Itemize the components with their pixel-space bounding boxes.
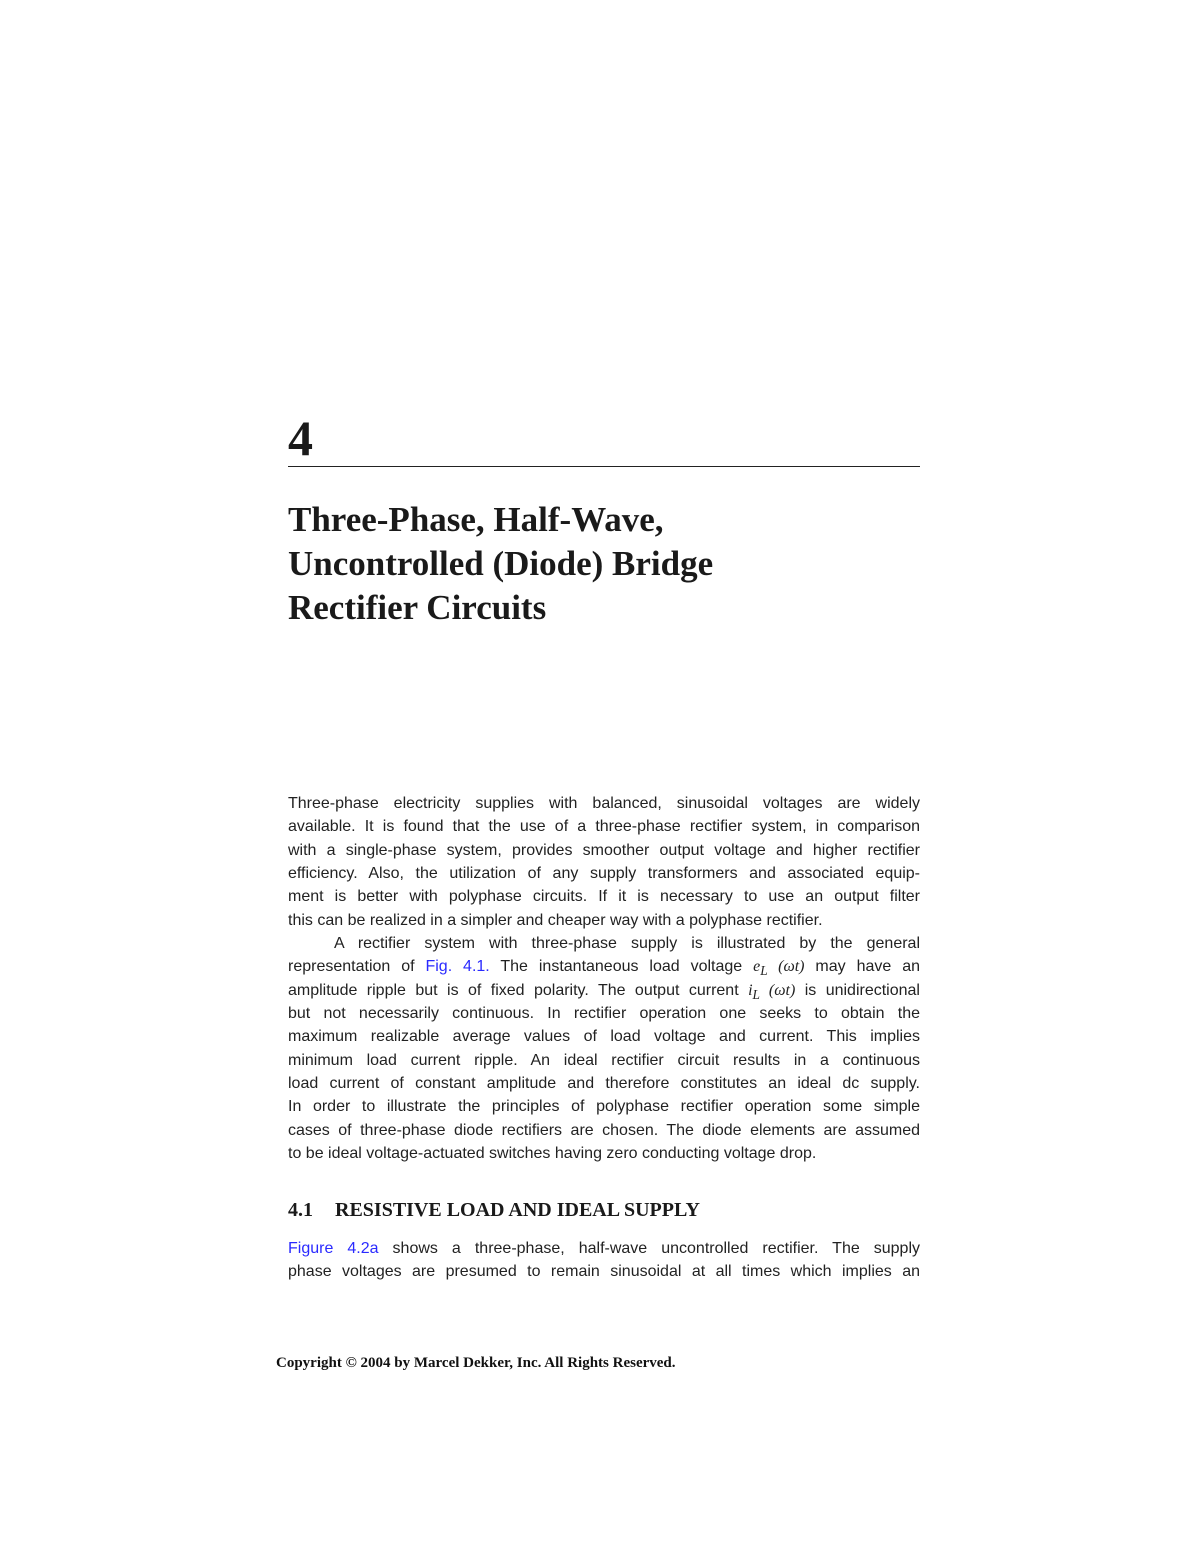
rectifier-paragraph [288, 932, 920, 1165]
text-line: this can be realized in a simpler and cheaper way with a polyphase rectifier. [288, 911, 823, 929]
text-fragment: The instantaneous load voltage [489, 958, 754, 976]
section-title: RESISTIVE LOAD AND IDEAL SUPPLY [335, 1199, 700, 1221]
section-number: 4.1 [288, 1199, 313, 1221]
text-fragment: is unidirectional [795, 981, 920, 999]
section-heading [288, 1196, 700, 1224]
chapter-title-line: Rectifier Circuits [288, 588, 547, 627]
text-line [288, 1237, 920, 1260]
copyright-footer: Copyright © 2004 by Marcel Dekker, Inc. All Rights Reserved. [276, 1355, 676, 1371]
text-line: A rectifier system with three-phase supply is illustrated by the general [334, 935, 920, 952]
text-fragment: amplitude ripple but is of fixed polarity. The output current [288, 981, 749, 999]
text-line: efficiency. Also, the utilization of any supply transformers and associated equip- [288, 865, 920, 883]
fig-4-1-link[interactable]: Fig. 4.1. [425, 958, 490, 976]
section-paragraph [288, 1237, 920, 1284]
text-fragment: shows a three-phase, half-wave uncontrolled rectifier. The supply [378, 1240, 920, 1257]
load-current-symbol: i [748, 981, 753, 999]
intro-paragraph [288, 792, 920, 932]
text-line: Three-phase electricity supplies with balanced, sinusoidal voltages are widely [288, 795, 920, 812]
text-line: load current of constant amplitude and therefore constitutes an ideal dc supply. [288, 1075, 920, 1093]
text-line: available. It is found that the use of a three-phase rectifier system, in comparison [288, 818, 920, 836]
text-line: with a single-phase system, provides smoother output voltage and higher rectifier [288, 841, 920, 859]
load-voltage-symbol: e [753, 958, 761, 976]
text-fragment: may have an [804, 958, 920, 976]
chapter-title-line: Three-Phase, Half-Wave, [288, 500, 664, 539]
text-line: maximum realizable average values of load voltage and current. This implies [288, 1028, 920, 1046]
chapter-title-line: Uncontrolled (Diode) Bridge [288, 544, 714, 583]
text-line: In order to illustrate the principles of polyphase rectifier operation some simple [288, 1098, 920, 1116]
figure-4-2a-link[interactable]: Figure 4.2a [288, 1240, 379, 1257]
chapter-title [288, 498, 928, 630]
text-line: minimum load current ripple. An ideal rectifier circuit results in a continuous [288, 1051, 920, 1069]
omega-t: (ωt) [767, 958, 805, 976]
text-line: phase voltages are presumed to remain sinusoidal at all times which implies an [288, 1263, 920, 1281]
subscript: L [752, 986, 760, 1002]
text-line [288, 955, 920, 978]
text-fragment: representation of [288, 958, 426, 976]
chapter-divider [288, 466, 920, 467]
text-line: ment is better with polyphase circuits. If it is necessary to use an output filter [288, 888, 920, 906]
subscript: L [760, 963, 768, 979]
chapter-number: 4 [288, 410, 313, 466]
text-line: to be ideal voltage-actuated switches having zero conducting voltage drop. [288, 1145, 817, 1163]
text-line: but not necessarily continuous. In rectifier operation one seeks to obtain the [288, 1005, 920, 1023]
omega-t: (ωt) [759, 981, 796, 999]
text-line: cases of three-phase diode rectifiers are chosen. The diode elements are assumed [288, 1121, 920, 1139]
text-line [288, 979, 920, 1002]
